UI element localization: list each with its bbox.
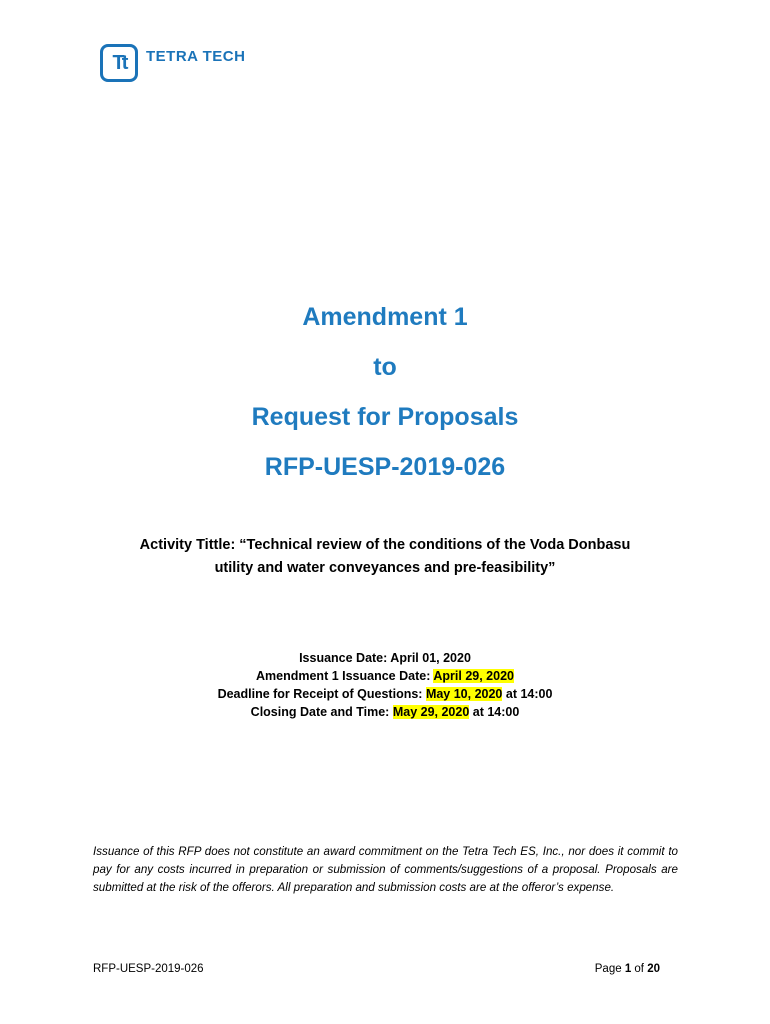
questions-deadline-label: Deadline for Receipt of Questions: (217, 687, 426, 701)
activity-title (0, 534, 770, 580)
questions-deadline-time: at 14:00 (502, 687, 553, 701)
title-line-amendment: Amendment 1 (302, 303, 468, 331)
company-logo (100, 44, 245, 82)
amendment-issuance-date (0, 667, 770, 685)
page-word: Page (594, 963, 625, 975)
closing-date-label: Closing Date and Time: (250, 705, 393, 719)
page-total: 20 (647, 963, 660, 975)
disclaimer-text: Issuance of this RFP does not constitute an award commitment on the Tetra Tech ES, Inc., nor does it commit to pay for any costs incurred in preparation or submission of comments/suggestions of a proposal. Proposals are submitted at the risk of the offerors. All preparation and submission costs are at the offeror’s expense. (93, 845, 678, 894)
amendment-date-label: Amendment 1 Issuance Date: (256, 669, 434, 683)
activity-title-line-2: utility and water conveyances and pre-feasibility” (214, 560, 556, 576)
questions-deadline-value: May 10, 2020 (425, 687, 503, 701)
closing-date-time: at 14:00 (469, 705, 520, 719)
activity-title-line-1: Activity Tittle: “Technical review of the conditions of the Voda Donbasu (139, 537, 631, 553)
document-title (0, 292, 770, 492)
closing-date (0, 703, 770, 721)
title-line-rfp: Request for Proposals (251, 403, 519, 431)
company-name: TETRA TECH (146, 47, 246, 65)
tetra-tech-logo-icon: Tt (100, 44, 138, 82)
questions-deadline (0, 685, 770, 703)
footer-doc-id: RFP-UESP-2019-026 (93, 963, 204, 975)
amendment-date-value: April 29, 2020 (433, 669, 514, 683)
closing-date-value: May 29, 2020 (392, 705, 470, 719)
title-line-rfp-number: RFP-UESP-2019-026 (264, 453, 506, 481)
page-current: 1 (624, 963, 632, 975)
title-line-to: to (373, 353, 397, 381)
footer-page-number (595, 963, 660, 975)
page-of: of (631, 963, 648, 975)
issuance-date: Issuance Date: April 01, 2020 (299, 651, 471, 665)
dates-block (0, 649, 770, 721)
